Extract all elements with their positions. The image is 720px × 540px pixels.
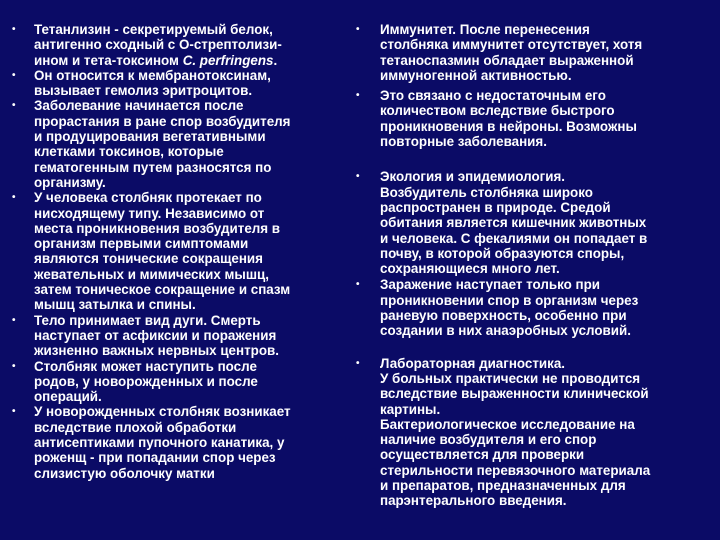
text-line: столбняка иммунитет отсутствует, хотя	[380, 37, 643, 53]
text-line: прорастания в ране спор возбудителя	[34, 113, 291, 129]
text-line: и препаратов, предназначенных для	[380, 478, 626, 494]
list-item	[12, 68, 338, 99]
text-line: количеством вследствие быстрого	[380, 103, 615, 119]
text-line: жизненно важных нервных центров.	[34, 343, 279, 359]
text-line: жевательных и мимических мышц,	[34, 266, 269, 282]
list-item	[12, 313, 338, 359]
text-line: гематогенным путем разносятся по	[34, 159, 272, 175]
text-line: Заболевание начинается после	[34, 98, 244, 114]
text-line: операций.	[34, 389, 102, 405]
text-line: сохраняющиеся много лет.	[380, 261, 560, 277]
text-line: родов, у новорожденных и после	[34, 373, 258, 389]
text-line: Столбняк может наступить после	[34, 358, 257, 374]
text-line: организму.	[34, 174, 106, 190]
list-item-lab	[356, 356, 712, 509]
text-line: Это связано с недостаточным его	[380, 88, 606, 104]
bullet-icon: •	[356, 90, 360, 102]
bullet-icon: •	[356, 279, 360, 291]
text-line: организм первыми симптомами	[34, 236, 249, 252]
text-line: Тетанлизин - секретируемый белок,	[34, 22, 273, 37]
text-line: вследствие плохой обработки	[34, 419, 237, 435]
list-item-reason	[356, 88, 712, 149]
bullet-icon: •	[12, 100, 16, 112]
text-fragment: После перенесения	[455, 22, 590, 37]
text-line: парэнтерального введения.	[380, 493, 567, 509]
text-line: наступает от асфиксии и поражения	[34, 327, 277, 343]
list-item	[12, 190, 338, 312]
text-line: клетками токсинов, которые	[34, 144, 224, 160]
text-line: осуществляется для проверки	[380, 447, 585, 463]
section-heading-immunity: Иммунитет.	[380, 22, 456, 37]
text-line: и человека. С фекалиями он попадает в	[380, 230, 648, 246]
text-line: роженщ - при попадании спор через	[34, 450, 276, 466]
section-heading-lab: Лабораторная диагностика.	[380, 355, 566, 371]
text-line: вследствие выраженности клинической	[380, 386, 649, 402]
text-line: стерильности перевязочного материала	[380, 462, 651, 478]
text-line: мышц затылка и спины.	[34, 297, 196, 313]
left-column	[12, 22, 338, 481]
text-line: слизистую оболочку матки	[34, 465, 215, 481]
text-line	[34, 53, 338, 68]
text-line: иммуногенной активностью.	[380, 67, 572, 83]
text-line: являются тонические сокращения	[34, 251, 263, 267]
text-line: обитания является кишечник животных	[380, 215, 647, 231]
text-line: тетаноспазмин обладает выраженной	[380, 52, 634, 68]
text-line: Возбудитель столбняка широко	[380, 184, 593, 200]
left-bullet-list	[12, 22, 338, 481]
list-item	[12, 404, 338, 480]
bullet-icon: •	[12, 69, 16, 81]
bullet-icon: •	[356, 171, 360, 183]
bullet-icon: •	[12, 192, 16, 204]
text-line: проникновения в нейроны. Возможны	[380, 118, 637, 134]
section-heading-ecology: Экология и эпидемиология.	[380, 169, 566, 185]
list-item-immunity	[356, 22, 712, 83]
text-line: создании в них анаэробных условий.	[380, 323, 631, 339]
text-line: затем тоническое сокращение и спазм	[34, 282, 291, 298]
text-line: нисходящему типу. Независимо от	[34, 205, 265, 221]
text-fragment: .	[273, 52, 278, 68]
text-line: У больных практически не проводится	[380, 370, 641, 386]
list-item	[12, 98, 338, 190]
list-item-ecology	[356, 169, 712, 276]
text-line: раневую поверхность, особенно при	[380, 308, 627, 324]
text-line: проникновении спор в организм через	[380, 292, 639, 308]
right-column	[356, 22, 712, 509]
text-line: Бактериологическое исследование на	[380, 416, 635, 432]
bullet-icon: •	[12, 314, 16, 326]
text-line: повторные заболевания.	[380, 134, 547, 150]
bullet-icon: •	[12, 360, 16, 372]
text-line: вызывает гемолиз эритроцитов.	[34, 83, 253, 99]
text-line: Заражение наступает только при	[380, 277, 601, 293]
list-item	[12, 359, 338, 405]
text-line: У человека столбняк протекает по	[34, 190, 262, 206]
right-bullet-list	[356, 22, 712, 509]
list-item-infection	[356, 277, 712, 338]
list-item	[12, 22, 338, 68]
text-line: картины.	[380, 401, 441, 417]
text-line: Тело принимает вид дуги. Смерть	[34, 312, 261, 328]
species-name: C. perfringens	[182, 52, 274, 68]
text-fragment: ином и тета-токсином	[34, 52, 183, 68]
text-line: распространен в природе. Средой	[380, 199, 611, 215]
text-line: наличие возбудителя и его спор	[380, 432, 597, 448]
text-line: У новорожденных столбняк возникает	[34, 404, 291, 420]
text-line: и продуцирования вегетативными	[34, 129, 266, 145]
text-line	[380, 22, 712, 37]
text-line: почву, в которой образуются споры,	[380, 245, 625, 261]
text-line: антигенно сходный с О-стрептолизи-	[34, 37, 282, 53]
text-line: антисептиками пупочного канатика, у	[34, 435, 285, 451]
bullet-icon: •	[12, 406, 16, 418]
text-line: места проникновения возбудителя в	[34, 220, 281, 236]
bullet-icon: •	[12, 24, 16, 35]
bullet-icon: •	[356, 357, 360, 369]
text-line: Он относится к мембранотоксинам,	[34, 67, 271, 83]
bullet-icon: •	[356, 24, 360, 35]
